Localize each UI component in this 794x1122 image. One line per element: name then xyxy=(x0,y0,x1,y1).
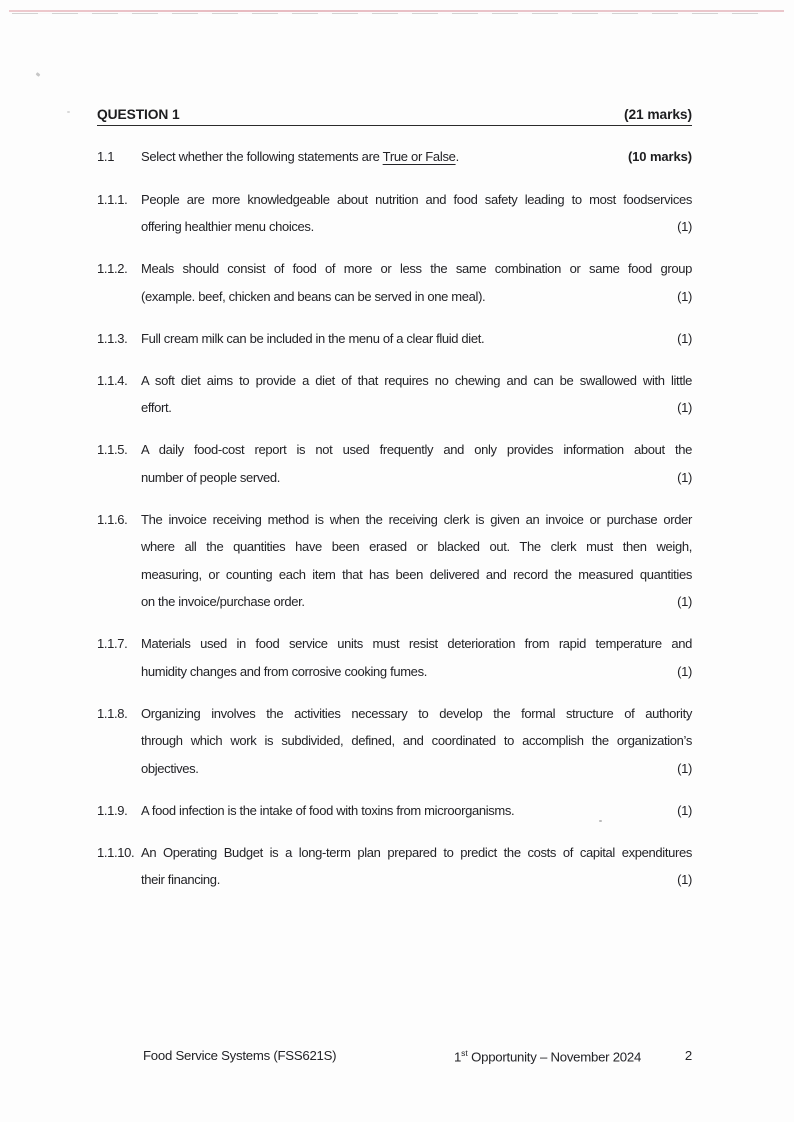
item-number: 1.1.5. xyxy=(97,442,128,457)
item-marks: (1) xyxy=(677,802,692,818)
item-body xyxy=(141,700,692,783)
item-marks: (1) xyxy=(677,288,692,304)
question-item xyxy=(97,325,692,353)
item-text xyxy=(141,436,692,491)
item-body xyxy=(141,839,692,894)
statement-line: People are more knowledgeable about nutrition and food safety leading to most foodservices xyxy=(141,191,692,207)
question-title: QUESTION 1 xyxy=(97,107,180,122)
item-text xyxy=(141,367,692,422)
statement-line: A soft diet aims to provide a diet of that requires no chewing and can be swallowed with little xyxy=(141,372,692,388)
item-marks: (1) xyxy=(677,330,692,346)
item-number: 1.1.1. xyxy=(97,191,128,207)
scan-speck xyxy=(67,111,70,113)
item-number: 1.1.7. xyxy=(97,636,128,651)
statement-line: objectives. xyxy=(141,760,199,776)
item-body xyxy=(141,797,692,825)
statement-line: Materials used in food service units must resist deterioration from rapid temperature and xyxy=(141,636,692,651)
item-text xyxy=(141,797,692,825)
instruction-underlined: True or False xyxy=(382,149,456,164)
item-body xyxy=(141,325,692,353)
question-item xyxy=(97,630,692,685)
item-number: 1.1.3. xyxy=(97,330,128,346)
question-item xyxy=(97,367,692,422)
question-item xyxy=(97,255,692,310)
statement-line: number of people served. xyxy=(141,469,281,485)
statement-line: humidity changes and from corrosive cooking fumes. xyxy=(141,663,427,679)
section-marks: (10 marks) xyxy=(627,149,692,164)
statement-line: A daily food-cost report is not used frequently and only provides information about the xyxy=(141,442,692,457)
item-marks: (1) xyxy=(677,663,692,679)
item-marks: (1) xyxy=(677,760,692,776)
statement-line: A food infection is the intake of food with toxins from microorganisms. xyxy=(141,802,515,818)
item-number: 1.1.4. xyxy=(97,372,128,388)
statement-line: where all the quantities have been erased or blacked out. The clerk must then weigh, xyxy=(141,539,692,554)
statement-line: their financing. xyxy=(141,872,220,887)
item-marks: (1) xyxy=(677,219,692,234)
item-marks: (1) xyxy=(677,469,692,485)
item-number: 1.1.8. xyxy=(97,705,128,721)
statement-line: Organizing involves the activities necessary to develop the formal structure of authority xyxy=(141,705,692,721)
item-text xyxy=(141,839,692,894)
statement-line: An Operating Budget is a long-term plan prepared to predict the costs of capital expenditures xyxy=(141,844,692,860)
instruction-prefix: Select whether the following statements are xyxy=(141,149,383,164)
item-text xyxy=(141,325,692,353)
item-body xyxy=(141,630,692,685)
question-item xyxy=(97,797,692,825)
question-item xyxy=(97,839,692,894)
item-body xyxy=(141,506,692,616)
instruction-text xyxy=(141,143,628,171)
question-item xyxy=(97,700,692,783)
item-number: 1.1.6. xyxy=(97,511,128,527)
statement-line: measuring, or counting each item that has been delivered and record the measured quantities xyxy=(141,566,692,582)
footer-course: Food Service Systems (FSS621S) xyxy=(143,1048,337,1063)
footer-session-rest: Opportunity – November 2024 xyxy=(467,1049,642,1065)
question-item xyxy=(97,186,692,241)
item-body xyxy=(141,436,692,491)
footer-session-superscript: st xyxy=(461,1048,468,1058)
item-marks: (1) xyxy=(677,594,692,609)
item-number: 1.1.10. xyxy=(97,844,135,860)
item-text xyxy=(141,506,692,616)
item-text xyxy=(141,186,692,241)
instruction-suffix: . xyxy=(455,149,459,164)
statement-line: on the invoice/purchase order. xyxy=(141,594,305,609)
statement-line: The invoice receiving method is when the receiving clerk is given an invoice or purchase order xyxy=(141,511,692,527)
statement-line: Full cream milk can be included in the menu of a clear fluid diet. xyxy=(141,330,485,346)
item-marks: (1) xyxy=(677,872,692,887)
item-number: 1.1.9. xyxy=(97,802,128,818)
footer-session-base: 1 xyxy=(454,1049,462,1065)
item-body xyxy=(141,186,692,241)
question-item xyxy=(97,506,692,616)
item-text xyxy=(141,630,692,685)
footer-page-number: 2 xyxy=(684,1048,692,1063)
question-total-marks: (21 marks) xyxy=(623,107,692,122)
statement-line: effort. xyxy=(141,400,172,415)
page-content xyxy=(97,0,692,908)
statement-line: (example. beef, chicken and beans can be served in one meal). xyxy=(141,288,486,304)
question-header xyxy=(97,107,692,126)
item-number: 1.1 xyxy=(97,149,115,164)
statement-line: Meals should consist of food of more or less the same combination or same food group xyxy=(141,261,692,276)
statement-list xyxy=(97,186,692,894)
item-text xyxy=(141,700,692,783)
instruction-row xyxy=(97,143,692,171)
item-text xyxy=(141,255,692,310)
item-number: 1.1.2. xyxy=(97,261,128,276)
page-footer xyxy=(97,1048,692,1070)
footer-session xyxy=(454,1048,641,1064)
statement-line: offering healthier menu choices. xyxy=(141,219,314,234)
item-body xyxy=(141,255,692,310)
question-item xyxy=(97,436,692,491)
statement-line: through which work is subdivided, defined, and coordinated to accomplish the organization’s xyxy=(141,733,692,748)
item-body xyxy=(141,367,692,422)
scan-speck xyxy=(36,72,41,77)
item-marks: (1) xyxy=(677,400,692,415)
